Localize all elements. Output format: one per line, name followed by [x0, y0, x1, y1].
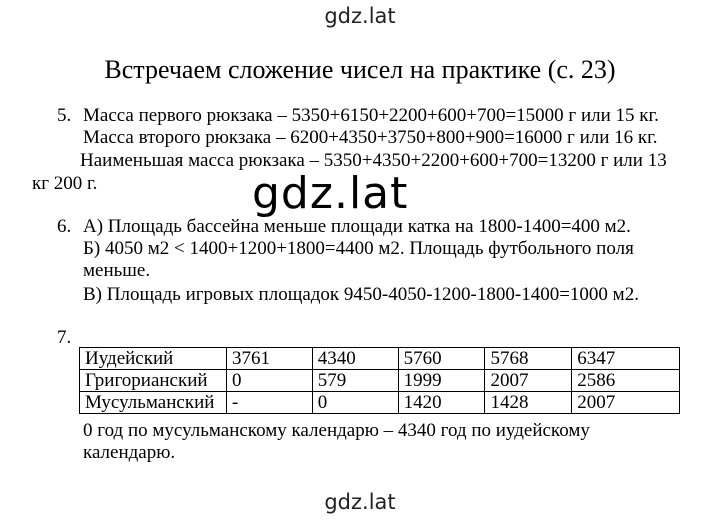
table-cell: 1999	[398, 370, 485, 392]
table-cell: 579	[312, 370, 398, 392]
task7-line-2: календарю.	[83, 442, 176, 463]
task5-line-2: Масса второго рюкзака – 6200+4350+3750+800+900=16000 г или 16 кг.	[83, 127, 658, 148]
table-cell: 1420	[398, 392, 485, 414]
table-cell: 3761	[226, 348, 312, 370]
table-cell: 5768	[485, 348, 572, 370]
watermark-bottom: gdz.lat	[324, 490, 396, 514]
table-cell: 6347	[572, 348, 680, 370]
table-row	[80, 370, 680, 392]
table-cell: -	[226, 392, 312, 414]
task5-line-3: Наименьшая масса рюкзака – 5350+4350+2200+600+700=13200 г или 13	[80, 150, 667, 171]
task5-number: 5.	[57, 105, 72, 126]
table-row	[80, 392, 680, 414]
watermark-middle: gdz.lat	[252, 168, 409, 219]
table-cell: Григорианский	[80, 370, 227, 392]
task6-line-1: А) Площадь бассейна меньше площади катка на 1800-1400=400 м2.	[83, 216, 631, 237]
table-cell: 0	[312, 392, 398, 414]
table-cell: 5760	[398, 348, 485, 370]
watermark-top: gdz.lat	[324, 4, 396, 28]
table-cell: Иудейский	[80, 348, 227, 370]
task5-line-4: кг 200 г.	[32, 173, 98, 194]
table-cell: 0	[226, 370, 312, 392]
task6-line-4: В) Площадь игровых площадок 9450-4050-1200-1800-1400=1000 м2.	[83, 284, 639, 305]
table-cell: 2586	[572, 370, 680, 392]
task6-line-2: Б) 4050 м2 < 1400+1200+1800=4400 м2. Площадь футбольного поля	[83, 238, 634, 259]
task6-number: 6.	[57, 216, 72, 237]
table-cell: 1428	[485, 392, 572, 414]
task6-line-3: меньше.	[83, 260, 151, 281]
table-cell: Мусульманский	[80, 392, 227, 414]
table-row	[80, 348, 680, 370]
calendar-table	[79, 347, 680, 414]
table-cell: 4340	[312, 348, 398, 370]
table-cell: 2007	[572, 392, 680, 414]
page-title: Встречаем сложение чисел на практике (с. 23)	[104, 55, 616, 84]
task7-line-1: 0 год по мусульманскому календарю – 4340 год по иудейскому	[83, 420, 590, 441]
task5-line-1: Масса первого рюкзака – 5350+6150+2200+600+700=15000 г или 15 кг.	[83, 105, 659, 126]
task7-number: 7.	[57, 327, 72, 348]
table-cell: 2007	[485, 370, 572, 392]
